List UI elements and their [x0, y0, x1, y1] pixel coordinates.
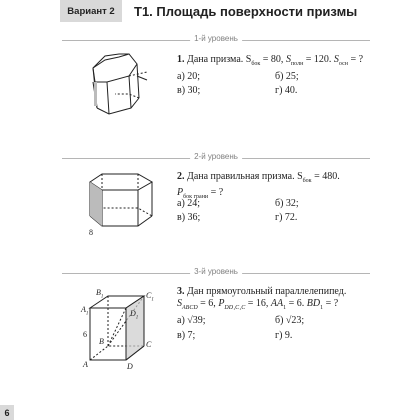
- problem-2-number: 2.: [177, 171, 185, 182]
- vertex-label-a: A: [83, 360, 88, 369]
- answer-1d[interactable]: г) 40.: [275, 85, 298, 96]
- problem-3-number: 3.: [177, 286, 185, 297]
- answer-2b[interactable]: б) 32;: [275, 198, 299, 209]
- problem-1-text: Дана призма. S: [187, 54, 252, 65]
- edge-length-label: 6: [83, 330, 87, 339]
- answer-1b[interactable]: б) 25;: [275, 71, 299, 82]
- problem-1-number: 1.: [177, 54, 185, 65]
- variant-label: Вариант 2: [67, 5, 115, 17]
- problem-2: 2. Дана правильная призма. $S_{бок} = 480$. $P_{бок грани}$ = ?: [177, 171, 340, 200]
- vertex-label-c: C: [146, 340, 152, 349]
- vertex-label-d: D: [127, 362, 133, 371]
- level-separator-1: [62, 34, 370, 46]
- answer-3c[interactable]: в) 7;: [177, 330, 196, 341]
- answer-2a[interactable]: а) 24;: [177, 198, 201, 209]
- vertex-label-a1: $A_1$: [81, 305, 89, 317]
- answer-3b[interactable]: б) √23;: [275, 315, 305, 326]
- answer-3a[interactable]: а) √39;: [177, 315, 206, 326]
- problem-3: 3. Дан прямоугольный параллелепипед. $S_{ABCD} = 6$, $P_{DD_1C_1C} = 16$, $AA_1 = 6$. $BD_1$ = ?: [177, 286, 347, 311]
- problem-2-text: Дана правильная призма. S: [187, 171, 303, 182]
- level-separator-3: [62, 267, 370, 279]
- level-label-2: 2-й уровень: [190, 152, 242, 161]
- answer-2c[interactable]: в) 36;: [177, 212, 201, 223]
- level-label-1: 1-й уровень: [190, 34, 242, 43]
- prism-figure-1: [85, 48, 155, 122]
- vertex-label-b1: $B_1$: [96, 288, 104, 300]
- variant-tab: [60, 0, 122, 22]
- answer-3d[interactable]: г) 9.: [275, 330, 293, 341]
- answer-2d[interactable]: г) 72.: [275, 212, 298, 223]
- page-title: Т1. Площадь поверхности призмы: [134, 4, 358, 19]
- vertex-label-d1: $D_1$: [130, 309, 139, 321]
- answer-1a[interactable]: а) 20;: [177, 71, 201, 82]
- answer-1c[interactable]: в) 30;: [177, 85, 201, 96]
- hexagonal-prism-figure: [84, 170, 160, 240]
- vertex-label-b: B: [99, 337, 104, 346]
- vertex-label-c1: $C_1$: [146, 291, 154, 303]
- page-number: 6: [0, 405, 14, 420]
- level-label-3: 3-й уровень: [190, 267, 242, 276]
- hexagonal-prism-side-label: 8: [89, 228, 93, 237]
- problem-1: 1. Дана призма. $S_{бок} = 80$, $S_{полн} = 120$. $S_{осн}$ = ?: [177, 54, 364, 67]
- problem-3-text: Дан прямоугольный параллелепипед.: [187, 286, 347, 297]
- level-separator-2: [62, 152, 370, 164]
